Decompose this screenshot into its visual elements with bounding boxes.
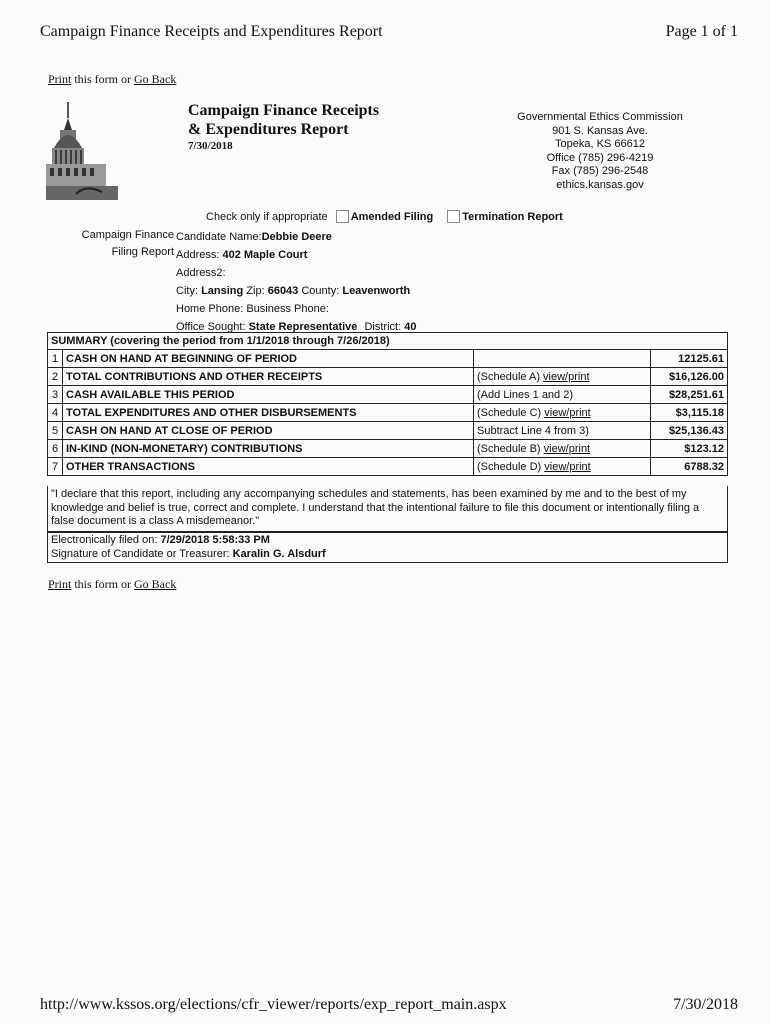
schedule-text: (Schedule A) [477,370,544,383]
schedule-cell [474,458,651,476]
address2-label: Address2: [176,267,226,279]
candidate-zip: 66043 [267,285,299,297]
line-description: OTHER TRANSACTIONS [63,458,474,476]
filed-on-row [51,534,724,548]
line-amount: 12125.61 [651,350,728,368]
candidate-name-label: Candidate Name: [176,231,262,243]
office-sought-label: Office Sought: [176,321,246,333]
table-row [48,368,728,386]
capitol-building-icon [46,100,118,200]
print-header-title: Campaign Finance Receipts and Expenditures Report [40,23,383,40]
summary-heading-row [48,333,728,350]
line-number: 2 [48,368,63,386]
filing-type-checks [206,210,563,223]
candidate-city: Lansing [201,285,244,297]
candidate-city-row [176,282,416,300]
commission-website: ethics.kansas.gov [556,178,644,191]
line-description: TOTAL CONTRIBUTIONS AND OTHER RECEIPTS [63,368,474,386]
signature-row [51,548,724,562]
commission-city: Topeka, KS 66612 [555,138,645,151]
line-description: CASH ON HAND AT CLOSE OF PERIOD [63,422,474,440]
table-row [48,386,728,404]
report-title [188,101,379,139]
line-number: 1 [48,350,63,368]
electronic-filing-info [47,532,728,563]
line-description: IN-KIND (NON-MONETARY) CONTRIBUTIONS [63,440,474,458]
bottom-nav [48,577,176,592]
table-row [48,422,728,440]
print-header-page-number: Page 1 of 1 [665,23,738,40]
district-label: District: [364,321,402,333]
nav-text: this form or [71,72,135,86]
go-back-link[interactable]: Go Back [134,577,177,591]
line-number: 3 [48,386,63,404]
commission-address [480,111,720,193]
report-date: 7/30/2018 [188,140,233,152]
schedule-c-view-print-link[interactable]: view/print [544,406,591,419]
amended-filing-label: Amended Filing [350,210,434,223]
commission-office-phone: Office (785) 296-4219 [546,151,654,164]
schedule-text: (Schedule B) [477,442,544,455]
check-prompt: Check only if appropriate [206,210,328,223]
line-amount: $123.12 [651,440,728,458]
candidate-county: Leavenworth [342,285,411,297]
termination-report-checkbox[interactable] [447,210,460,223]
nav-text: this form or [71,577,135,591]
schedule-cell: (Add Lines 1 and 2) [474,386,651,404]
schedule-a-view-print-link[interactable]: view/print [543,370,590,383]
print-link[interactable]: Print [48,72,72,86]
county-label: County: [301,285,340,297]
signature-value: Karalin G. Alsdurf [232,547,326,560]
schedule-text: (Schedule D) [477,460,545,473]
commission-fax: Fax (785) 296-2548 [551,165,649,178]
schedule-cell [474,350,651,368]
candidate-name-row [176,228,416,246]
zip-label: Zip: [246,285,265,297]
schedule-text: (Schedule C) [477,406,545,419]
schedule-cell [474,440,651,458]
summary-heading: SUMMARY (covering the period from 1/1/2018 through 7/26/2018) [48,333,728,350]
report-title-line1: Campaign Finance Receipts [188,102,380,119]
filing-report-label [78,228,174,259]
report-title-line2: & Expenditures Report [188,121,349,138]
schedule-cell: Subtract Line 4 from 3) [474,422,651,440]
filing-label-line2: Filing Report [111,246,174,258]
top-nav [48,72,176,87]
print-link[interactable]: Print [48,577,72,591]
filed-on-label: Electronically filed on: [51,534,158,546]
line-description: TOTAL EXPENDITURES AND OTHER DISBURSEMENTS [63,404,474,422]
schedule-d-view-print-link[interactable]: view/print [544,460,591,473]
candidate-address-row [176,246,416,264]
line-number: 4 [48,404,63,422]
commission-street: 901 S. Kansas Ave. [552,124,648,137]
business-phone-label: Business Phone: [246,303,329,315]
office-sought: State Representative [248,321,358,333]
filed-on-value: 7/29/2018 5:58:33 PM [160,534,270,546]
print-footer-date: 7/30/2018 [673,996,738,1013]
line-amount: $16,126.00 [651,368,728,386]
filing-label-line1: Campaign Finance [81,229,174,241]
candidate-info [176,228,416,336]
schedule-cell [474,404,651,422]
table-row [48,440,728,458]
line-amount: 6788.32 [651,458,728,476]
declaration-statement: "I declare that this report, including any accompanying schedules and statements, has been examined by me and to the best of my knowledge and belief is true, correct and complete. I understand that the intentional failure to file this document or intentionally filing a false document is a class A misdemeanor." [47,486,728,532]
schedule-cell [474,368,651,386]
candidate-name: Debbie Deere [261,231,332,243]
line-description: CASH AVAILABLE THIS PERIOD [63,386,474,404]
table-row [48,458,728,476]
city-label: City: [176,285,198,297]
go-back-link[interactable]: Go Back [134,72,177,86]
candidate-phone-row [176,300,416,318]
termination-report-label: Termination Report [462,210,563,223]
line-amount: $28,251.61 [651,386,728,404]
candidate-address2-row [176,264,416,282]
line-description: CASH ON HAND AT BEGINNING OF PERIOD [63,350,474,368]
district: 40 [404,321,417,333]
summary-table [47,332,728,476]
commission-name: Governmental Ethics Commission [517,111,683,123]
table-row [48,404,728,422]
amended-filing-checkbox[interactable] [336,210,349,223]
line-number: 6 [48,440,63,458]
line-amount: $25,136.43 [651,422,728,440]
line-number: 5 [48,422,63,440]
candidate-address: 402 Maple Court [222,249,308,261]
line-amount: $3,115.18 [651,404,728,422]
signature-label: Signature of Candidate or Treasurer: [51,547,230,560]
home-phone-label: Home Phone: [176,303,244,315]
line-number: 7 [48,458,63,476]
print-footer-url: http://www.kssos.org/elections/cfr_viewer/reports/exp_report_main.aspx [40,996,507,1013]
table-row [48,350,728,368]
schedule-b-view-print-link[interactable]: view/print [543,442,591,455]
address-label: Address: [176,249,220,261]
